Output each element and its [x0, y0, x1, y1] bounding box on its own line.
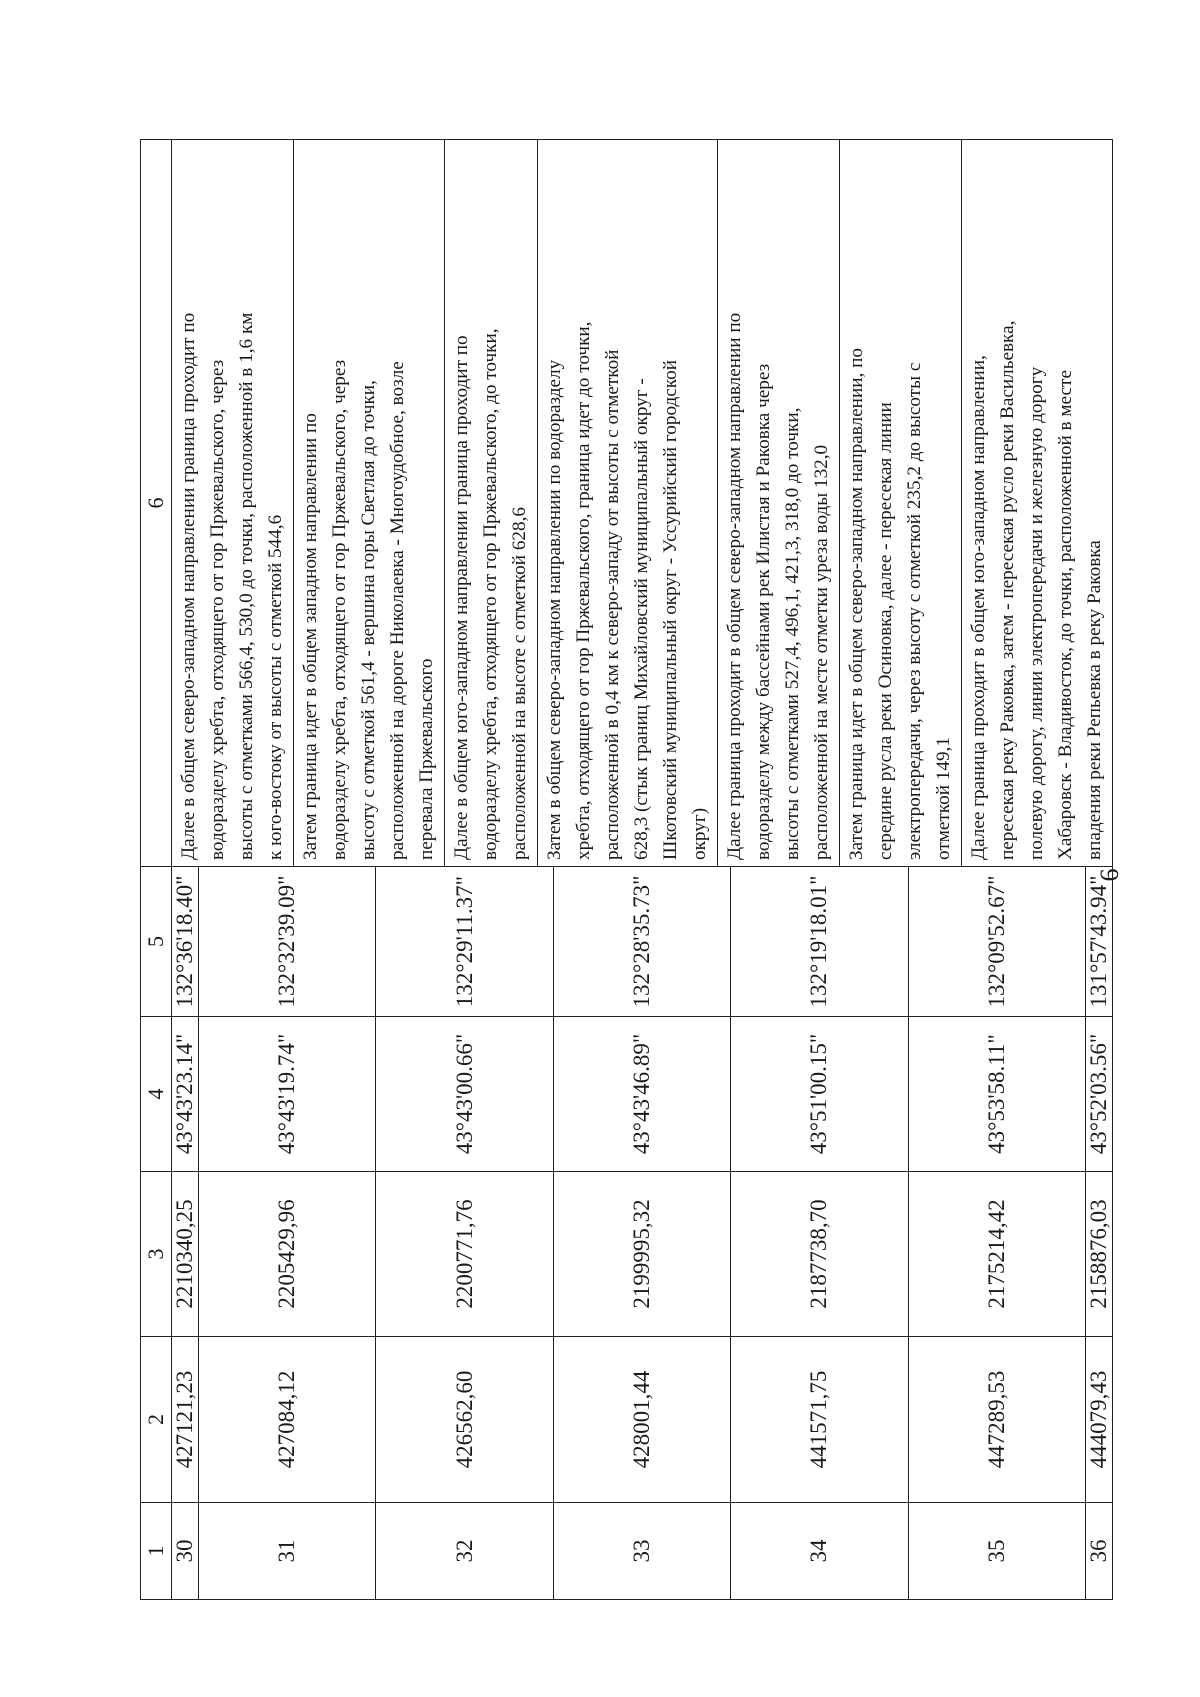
boundary-coordinates-table [140, 139, 1113, 1600]
boundary-description [294, 140, 445, 866]
table-header-row [141, 140, 172, 1600]
latitude: 43°43'46.89" [553, 1017, 730, 1172]
point-number: 35 [908, 1503, 1085, 1600]
latitude: 43°43'19.74" [199, 1017, 376, 1172]
description-line: Шкотовский муниципальный округ - Уссурийский городской [660, 360, 681, 860]
coordinate-y: 2175214,42 [908, 1172, 1085, 1337]
longitude: 132°36'18.40" [172, 867, 199, 1017]
description-line: середине русла реки Осиновка, далее - пересекая линии [875, 402, 896, 860]
description-line: округ) [689, 807, 710, 860]
boundary-description [538, 140, 718, 866]
description-line: перевала Пржевальского [416, 658, 437, 860]
description-line: 628,3 (стык границ Михайловский муниципальный округ - [631, 378, 652, 860]
coordinates-table-sheet [140, 140, 1111, 1600]
column-header-5: 5 [141, 867, 172, 1017]
point-number: 30 [172, 1503, 199, 1600]
coordinate-x: 441571,75 [731, 1337, 908, 1503]
description-line: Далее в общем северо-западном направлении граница проходит по [178, 312, 199, 860]
latitude: 43°52'03.56" [1086, 1017, 1113, 1172]
coordinate-x: 444079,43 [1086, 1337, 1113, 1503]
description-line: Хабаровск - Владивосток, до точки, расположенной в месте [1055, 370, 1076, 860]
column-header-4: 4 [141, 1017, 172, 1172]
longitude: 131°57'43.94" [1086, 867, 1113, 1017]
description-line: Затем граница идет в общем западном направлении по [300, 413, 321, 860]
boundary-description [445, 140, 538, 866]
longitude: 132°32'39.09" [199, 867, 376, 1017]
boundary-description [840, 140, 962, 866]
point-number: 31 [199, 1503, 376, 1600]
description-line: расположенной на месте отметки уреза воды 132,0 [811, 444, 832, 860]
coordinate-y: 2200771,76 [376, 1172, 553, 1337]
boundary-description [718, 140, 840, 866]
page-number: 6 [1095, 868, 1124, 882]
latitude: 43°43'23.14" [172, 1017, 199, 1172]
boundary-description-cell [172, 140, 1113, 867]
description-line: расположенной на высоте с отметкой 628,6 [509, 507, 530, 860]
point-number: 32 [376, 1503, 553, 1600]
description-line: к юго-востоку от высоты с отметкой 544,6 [265, 514, 286, 860]
description-line: водоразделу между бассейнами рек Илистая и Раковка через [753, 363, 774, 860]
column-header-1: 1 [141, 1503, 172, 1600]
description-line: Далее граница проходит в общем северо-западном направлении по [724, 312, 745, 860]
description-line: высоту с отметкой 561,4 - вершина горы Светлая до точки, [358, 380, 379, 860]
latitude: 43°43'00.66" [376, 1017, 553, 1172]
longitude: 132°19'18.01" [731, 867, 908, 1017]
coordinate-y: 2210340,25 [172, 1172, 199, 1337]
description-line: Далее граница проходит в общем юго-западном направлении, [968, 355, 989, 860]
description-line: пересекая реку Раковка, затем - пересекая русло реки Васильевка, [997, 320, 1018, 860]
description-line: расположенной на дороге Николаевка - Многоудобное, возле [387, 361, 408, 860]
description-line: водоразделу хребта, отходящего от гор Пржевальского, через [329, 359, 350, 860]
longitude: 132°28'35.73" [553, 867, 730, 1017]
description-line: высоты с отметками 566,4, 530,0 до точки, расположенной в 1,6 км [236, 312, 257, 860]
latitude: 43°53'58.11" [908, 1017, 1085, 1172]
coordinate-x: 447289,53 [908, 1337, 1085, 1503]
description-line: высоты с отметками 527,4, 496,1, 421,3, 318,0 до точки, [782, 407, 803, 860]
latitude: 43°51'00.15" [731, 1017, 908, 1172]
description-line: электропередачи, через высоту с отметкой 235,2 до высоты с [904, 362, 925, 860]
column-header-6: 6 [141, 140, 172, 867]
boundary-description [962, 140, 1112, 866]
description-line: водоразделу хребта, отходящего от гор Пржевальского, до точки, [480, 328, 501, 860]
description-line: хребта, отходящего от гор Пржевальского, граница идет до точки, [573, 321, 594, 860]
description-line: Далее в общем юго-западном направлении граница проходит по [451, 335, 472, 860]
longitude: 132°09'52.67" [908, 867, 1085, 1017]
column-header-2: 2 [141, 1337, 172, 1503]
coordinate-x: 427084,12 [199, 1337, 376, 1503]
description-line: впадения реки Репьевка в реку Раковка [1084, 540, 1105, 860]
coordinate-y: 2205429,96 [199, 1172, 376, 1337]
description-line: Затем в общем северо-западном направлении по водоразделу [544, 359, 565, 860]
coordinate-x: 428001,44 [553, 1337, 730, 1503]
column-header-3: 3 [141, 1172, 172, 1337]
description-line: отметкой 149,1 [933, 737, 954, 860]
coordinate-y: 2187738,70 [731, 1172, 908, 1337]
coordinate-y: 2158876,03 [1086, 1172, 1113, 1337]
boundary-description [172, 140, 294, 866]
point-number: 34 [731, 1503, 908, 1600]
coordinate-x: 426562,60 [376, 1337, 553, 1503]
description-line: водоразделу хребта, отходящего от гор Пржевальского, через [207, 359, 228, 860]
point-number: 36 [1086, 1503, 1113, 1600]
point-number: 33 [553, 1503, 730, 1600]
longitude: 132°29'11.37" [376, 867, 553, 1017]
coordinate-x: 427121,23 [172, 1337, 199, 1503]
coordinate-y: 2199995,32 [553, 1172, 730, 1337]
description-line: полевую дорогу, линии электропередачи и железную дорогу [1026, 366, 1047, 860]
description-line: Затем граница идет в общем северо-западном направлении, по [846, 348, 867, 860]
description-line: расположенной в 0,4 км к северо-западу от высоты с отметкой [602, 349, 623, 860]
